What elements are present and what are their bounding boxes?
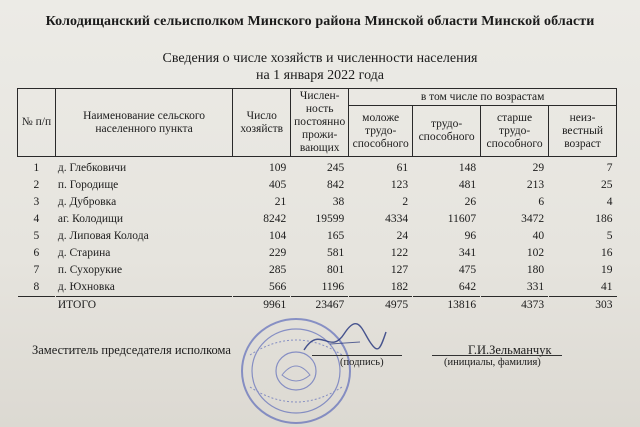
total-unknown: 303 xyxy=(549,297,617,315)
cell-younger: 4334 xyxy=(385,213,409,225)
total-empty xyxy=(18,297,56,315)
total-label: ИТОГО xyxy=(55,297,232,315)
cell-older: 40 xyxy=(532,230,545,242)
header-population: Числен-ность постоянно прожи-вающих xyxy=(291,89,349,157)
total-population: 23467 xyxy=(291,297,349,315)
table-row xyxy=(18,177,617,194)
cell-population: 801 xyxy=(326,264,345,276)
cell-unknown: 25 xyxy=(601,179,613,191)
cell-name: д. Юхновка xyxy=(57,281,115,293)
cell-older: 29 xyxy=(532,162,545,174)
signer-position: Заместитель председателя исполкома xyxy=(32,343,231,357)
cell-households: 285 xyxy=(268,264,287,276)
cell-unknown: 16 xyxy=(601,247,613,259)
table-row xyxy=(18,245,617,262)
cell-num: 8 xyxy=(33,281,40,293)
cell-working: 481 xyxy=(458,179,477,191)
cell-num: 3 xyxy=(33,196,40,208)
cell-older: 102 xyxy=(526,247,545,259)
cell-num: 2 xyxy=(33,179,40,191)
cell-younger: 61 xyxy=(396,162,409,174)
cell-population: 1196 xyxy=(321,281,345,293)
cell-unknown: 7 xyxy=(606,162,613,174)
cell-name: п. Сухорукие xyxy=(57,264,123,276)
header-households: Число хозяйств xyxy=(233,89,291,157)
name-caption: (инициалы, фамилия) xyxy=(444,357,541,368)
cell-num: 7 xyxy=(33,264,40,276)
signer-name: Г.И.Зельманчук xyxy=(468,343,552,357)
cell-num: 6 xyxy=(33,247,40,259)
cell-younger: 123 xyxy=(390,179,409,191)
table-row xyxy=(18,194,617,211)
cell-older: 3472 xyxy=(521,213,545,225)
cell-name: д. Старина xyxy=(57,247,111,259)
cell-younger: 182 xyxy=(390,281,409,293)
total-working: 13816 xyxy=(413,297,481,315)
cell-working: 96 xyxy=(464,230,477,242)
cell-older: 213 xyxy=(526,179,545,191)
cell-households: 566 xyxy=(268,281,287,293)
cell-younger: 24 xyxy=(396,230,409,242)
cell-households: 8242 xyxy=(263,213,287,225)
name-line xyxy=(432,355,562,356)
cell-working: 341 xyxy=(458,247,477,259)
table-row xyxy=(18,211,617,228)
cell-unknown: 19 xyxy=(601,264,613,276)
cell-num: 5 xyxy=(33,230,40,242)
cell-population: 38 xyxy=(332,196,345,208)
cell-older: 331 xyxy=(526,281,545,293)
header-younger: моложе трудо-способного xyxy=(349,106,413,157)
cell-population: 581 xyxy=(326,247,345,259)
cell-older: 180 xyxy=(526,264,545,276)
document-title xyxy=(0,50,640,84)
cell-name: аг. Колодищи xyxy=(57,213,124,225)
cell-older: 6 xyxy=(538,196,545,208)
cell-name: д. Глебковичи xyxy=(57,162,127,174)
cell-younger: 127 xyxy=(390,264,409,276)
cell-population: 165 xyxy=(326,230,345,242)
table-row xyxy=(18,279,617,297)
cell-num: 4 xyxy=(33,213,40,225)
table-row xyxy=(18,160,617,177)
header-age-group: в том числе по возрастам xyxy=(349,89,617,106)
cell-unknown: 41 xyxy=(601,281,613,293)
title-line-2: на 1 января 2022 года xyxy=(255,68,385,83)
cell-younger: 122 xyxy=(390,247,409,259)
cell-households: 229 xyxy=(268,247,287,259)
cell-population: 842 xyxy=(326,179,345,191)
cell-unknown: 5 xyxy=(606,230,613,242)
cell-population: 245 xyxy=(326,162,345,174)
header-working: трудо-способного xyxy=(413,106,481,157)
header-num: № п/п xyxy=(18,89,56,157)
cell-working: 26 xyxy=(464,196,477,208)
handwritten-signature xyxy=(300,320,390,360)
total-older: 4373 xyxy=(481,297,549,315)
cell-working: 475 xyxy=(458,264,477,276)
cell-name: д. Липовая Колода xyxy=(57,230,149,242)
total-younger: 4975 xyxy=(349,297,413,315)
cell-num: 1 xyxy=(33,162,40,174)
cell-name: п. Городище xyxy=(57,179,119,191)
cell-households: 109 xyxy=(268,162,287,174)
cell-name: д. Дубровка xyxy=(57,196,117,208)
header-name: Наименование сельского населенного пункта xyxy=(55,89,232,157)
cell-working: 148 xyxy=(458,162,477,174)
cell-working: 642 xyxy=(458,281,477,293)
total-households: 9961 xyxy=(233,297,291,315)
header-unknown: неиз-вестный возраст xyxy=(549,106,617,157)
signature-line xyxy=(312,355,402,356)
cell-unknown: 4 xyxy=(606,196,613,208)
table-row xyxy=(18,262,617,279)
title-line-1: Сведения о числе хозяйств и численности населения xyxy=(162,51,478,66)
cell-households: 405 xyxy=(268,179,287,191)
header-row-1 xyxy=(18,89,617,106)
cell-households: 104 xyxy=(268,230,287,242)
cell-unknown: 186 xyxy=(595,213,613,225)
table-row xyxy=(18,228,617,245)
total-row xyxy=(18,297,617,315)
cell-population: 19599 xyxy=(315,213,345,225)
cell-working: 11607 xyxy=(447,213,477,225)
cell-younger: 2 xyxy=(402,196,409,208)
header-older: старше трудо-способного xyxy=(481,106,549,157)
cell-households: 21 xyxy=(274,196,287,208)
population-table xyxy=(17,88,617,314)
signature-caption: (подпись) xyxy=(340,357,384,368)
organization-title: Колодищанский сельисполком Минского района Минской области Минской области xyxy=(45,14,595,29)
